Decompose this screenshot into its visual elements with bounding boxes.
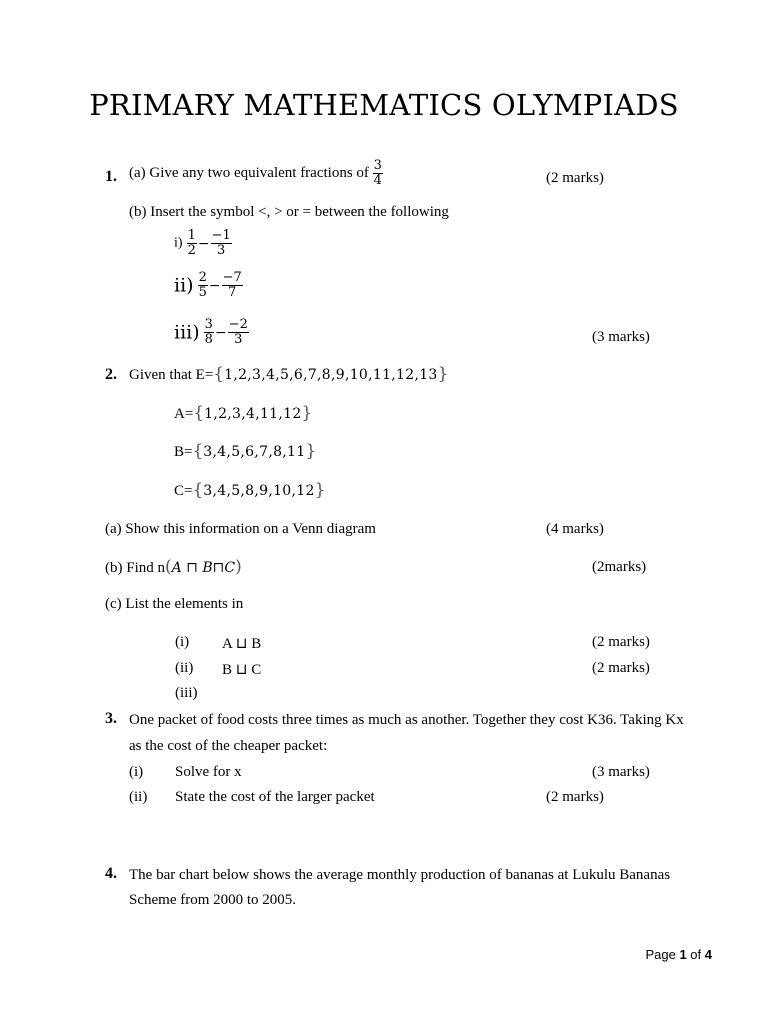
q4-line-2: Scheme from 2000 to 2005.	[129, 892, 297, 908]
q3-item-1-text: Solve for x	[175, 764, 242, 780]
q2b-expression: A ⊓ B⊓C	[171, 560, 236, 576]
q2c-item-2-label: (ii)	[175, 660, 194, 676]
total-pages: 4	[704, 947, 712, 962]
q2c-item-2-marks: (2 marks)	[592, 660, 650, 676]
q2c-item-2-expr: B ⊔ C	[222, 662, 262, 678]
q2c-item-1-expr: A ⊔ B	[222, 636, 262, 652]
page-word: Page	[645, 947, 676, 962]
fraction-denominator: 7	[228, 285, 237, 300]
fraction-numerator: −7	[222, 270, 242, 285]
fraction-denominator: 2	[187, 243, 196, 258]
of-word: of	[690, 947, 702, 962]
q3-item-2-marks: (2 marks)	[546, 789, 604, 805]
paren-close: )	[235, 557, 242, 577]
q2a-marks: (4 marks)	[546, 521, 604, 537]
q1a-marks: (2 marks)	[546, 170, 604, 186]
fraction-right	[211, 229, 232, 258]
q3-item-2-label: (ii)	[129, 789, 148, 805]
fraction-numerator: 3	[373, 158, 382, 173]
set-label: A=	[174, 406, 194, 422]
fraction-numerator: 3	[204, 317, 213, 332]
set-elements-e: 1,2,3,4,5,6,7,8,9,10,11,12,13	[224, 367, 438, 383]
q2-set-c	[174, 480, 326, 500]
fraction-numerator: −2	[228, 317, 248, 332]
brace-open: {	[192, 480, 204, 500]
question-number-4: 4.	[105, 865, 117, 882]
question-number-2: 2.	[105, 366, 117, 383]
set-label: C=	[174, 483, 193, 499]
fraction-right	[228, 318, 249, 347]
q1b-item-2	[174, 271, 243, 300]
brace-close: }	[314, 480, 326, 500]
q2-set-a	[174, 403, 312, 423]
q2c-item-3-label: (iii)	[175, 685, 198, 701]
page-title: PRIMARY MATHEMATICS OLYMPIADS	[89, 88, 679, 122]
fraction-numerator: −1	[211, 228, 231, 243]
q1b-item-3	[174, 318, 249, 347]
q1b-text: (b) Insert the symbol <, > or = between the following	[129, 204, 449, 220]
item-label: iii)	[174, 321, 200, 344]
q1a-text: (a) Give any two equivalent fractions of	[129, 165, 369, 181]
brace-open: {	[193, 403, 205, 423]
q2b-line	[105, 557, 242, 577]
operator: −	[208, 277, 221, 294]
q3-item-1-label: (i)	[129, 764, 144, 780]
operator: −	[214, 324, 227, 341]
q2c-item-1-marks: (2 marks)	[592, 634, 650, 650]
fraction-left	[187, 229, 197, 258]
q2c-text: (c) List the elements in	[105, 596, 244, 612]
given-text: Given that E=	[129, 367, 214, 383]
fraction-left	[204, 318, 214, 347]
brace-close: }	[305, 441, 317, 461]
brace-close: }	[301, 403, 313, 423]
q2b-marks: (2marks)	[592, 559, 647, 575]
fraction-denominator: 4	[373, 173, 382, 188]
set-elements-c: 3,4,5,8,9,10,12	[203, 483, 315, 499]
q3-line-2: as the cost of the cheaper packet:	[129, 738, 328, 754]
q3-item-2-text: State the cost of the larger packet	[175, 789, 375, 805]
q1a-fraction	[373, 159, 383, 188]
set-label: B=	[174, 444, 193, 460]
q2c-item-1-label: (i)	[175, 634, 190, 650]
paren-open: (	[165, 557, 172, 577]
item-label: i)	[174, 235, 183, 251]
q3-line-1: One packet of food costs three times as much as another. Together they cost K36. Taking Kx	[129, 712, 684, 728]
fraction-denominator: 5	[198, 285, 207, 300]
question-number-1: 1.	[105, 168, 117, 185]
q1a-line	[129, 159, 383, 188]
q2-set-b	[174, 441, 316, 461]
item-label: ii)	[174, 274, 194, 297]
q2-universal-set	[129, 364, 448, 384]
current-page: 1	[679, 947, 687, 962]
fraction-denominator: 3	[234, 332, 243, 347]
q1b-marks: (3 marks)	[592, 329, 650, 345]
set-elements-a: 1,2,3,4,11,12	[204, 406, 302, 422]
page-number	[645, 947, 712, 962]
set-elements-b: 3,4,5,6,7,8,11	[203, 444, 306, 460]
brace-open: {	[213, 364, 225, 384]
q4-line-1: The bar chart below shows the average monthly production of bananas at Lukulu Bananas	[129, 867, 671, 883]
fraction-left	[198, 271, 208, 300]
fraction-numerator: 2	[198, 270, 207, 285]
brace-open: {	[192, 441, 204, 461]
fraction-denominator: 3	[217, 243, 226, 258]
fraction-right	[222, 271, 243, 300]
question-number-3: 3.	[105, 710, 117, 727]
fraction-numerator: 1	[187, 228, 196, 243]
q2b-text: (b) Find n	[105, 560, 165, 576]
brace-close: }	[437, 364, 449, 384]
q2a-text: (a) Show this information on a Venn diagram	[105, 521, 376, 537]
fraction-denominator: 8	[204, 332, 213, 347]
q3-item-1-marks: (3 marks)	[592, 764, 650, 780]
operator: −	[197, 235, 210, 252]
q1b-item-1	[174, 229, 232, 258]
